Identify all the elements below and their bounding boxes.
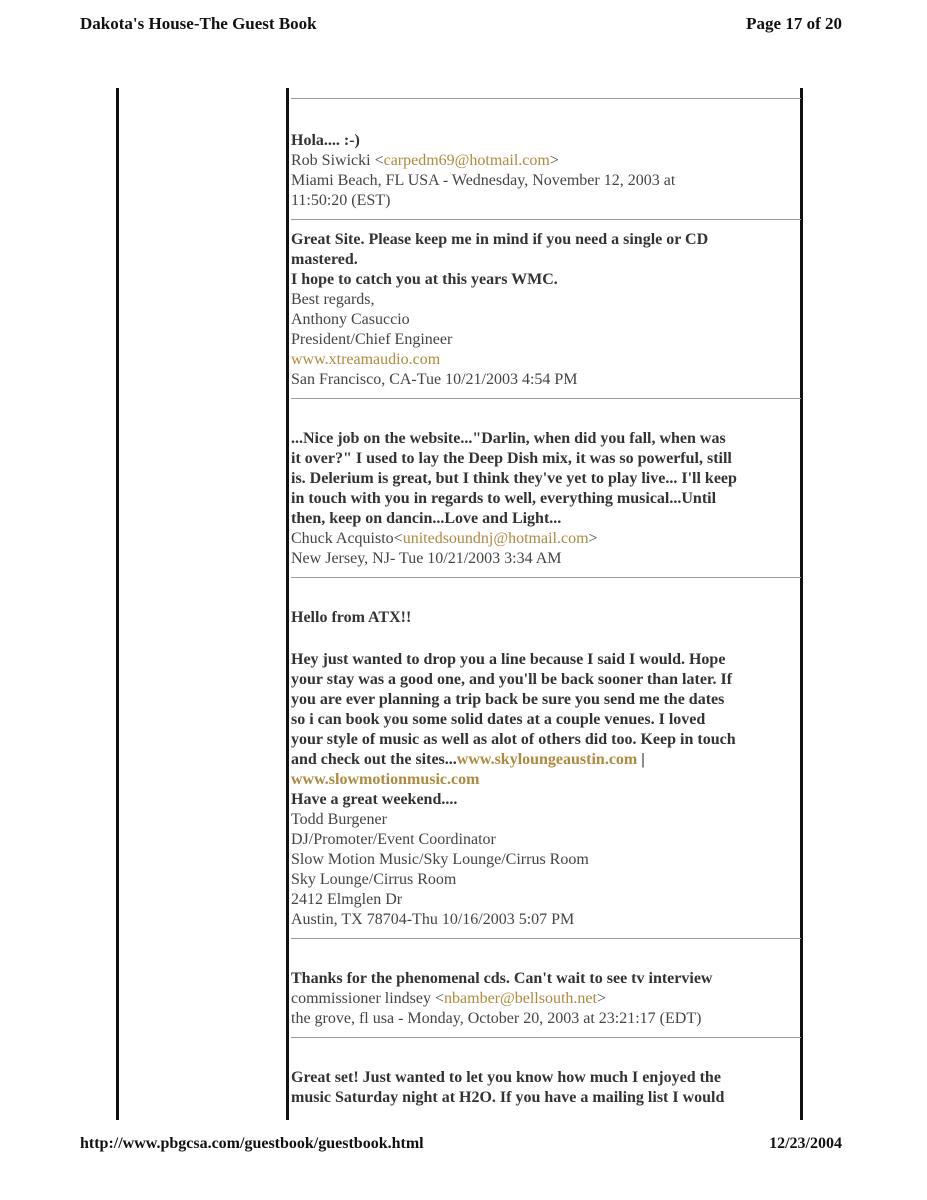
author-email-link[interactable]: unitedsoundnj@hotmail.com [402,530,589,547]
entry-message-line: Thanks for the phenomenal cds. Can't wait to see tv interview [291,970,713,987]
entry-message-line: I hope to catch you at this years WMC. [291,271,558,288]
page-footer [80,1132,842,1156]
site-link-slowmotion[interactable]: www.slowmotionmusic.com [291,771,480,788]
guestbook-entry [291,429,801,569]
entry-message-line: music Saturday night at H2O. If you have a mailing list I would [291,1089,725,1106]
page-header [80,12,842,36]
entry-message-line: so i can book you some solid dates at a couple venues. I loved [291,711,706,728]
author-name: Rob Siwicki [291,152,375,169]
entry-divider [291,98,801,99]
page-number: Page 17 of 20 [746,14,842,33]
author-name: Todd Burgener [291,811,387,828]
entry-message-line: is. Delerium is great, but I think they've yet to play live... I'll keep [291,470,737,487]
entry-regards: Best regards, [291,291,375,308]
author-name: Anthony Casuccio [291,311,410,328]
author-website-link[interactable]: www.xtreamaudio.com [291,351,441,368]
entry-message-text: and check out the sites... [291,751,457,768]
guestbook-entry [291,969,801,1029]
entry-message-line [291,750,801,770]
entry-location: Miami Beach, FL USA - Wednesday, November 12, 2003 at [291,172,676,189]
guestbook-content [291,88,801,1120]
outer-border-line [116,88,119,1120]
author-role: DJ/Promoter/Event Coordinator [291,831,496,848]
entry-message-line: Hey just wanted to drop you a line because I said I would. Hope [291,651,726,668]
entry-timestamp: 11:50:20 (EST) [291,192,391,209]
entry-divider [291,1037,801,1038]
guestbook-entry [291,131,801,211]
entry-message-line: you are ever planning a trip back be sure you send me the dates [291,691,725,708]
entry-message-line: it over?" I used to lay the Deep Dish mix, it was so powerful, still [291,450,732,467]
entry-message-line: mastered. [291,251,358,268]
print-date: 12/23/2004 [769,1135,842,1152]
site-link-skylounge[interactable]: www.skyloungeaustin.com [456,751,638,768]
entry-message-line: in touch with you in regards to well, everything musical...Until [291,490,717,507]
entry-message-line: your stay was a good one, and you'll be back sooner than later. If [291,671,733,688]
author-organization: Sky Lounge/Cirrus Room [291,871,457,888]
entry-location: New Jersey, NJ- Tue 10/21/2003 3:34 AM [291,550,562,567]
author-name: Chuck Acquisto [291,530,394,547]
entry-message-line: ...Nice job on the website..."Darlin, when did you fall, when was [291,430,726,447]
guestbook-entry [291,608,801,930]
author-email-link[interactable]: nbamber@bellsouth.net [444,990,597,1007]
entry-message-line: then, keep on dancin...Love and Light... [291,510,562,527]
entry-author: Rob Siwicki <carpedm69@hotmail.com> [291,152,559,169]
document-title: Dakota's House-The Guest Book [80,14,317,33]
page-url: http://www.pbgcsa.com/guestbook/guestbook.html [80,1135,424,1152]
entry-title: Hola.... :-) [291,132,360,149]
entry-location: San Francisco, CA-Tue 10/21/2003 4:54 PM [291,371,578,388]
author-email-link[interactable]: carpedm69@hotmail.com [383,152,550,169]
author-organization: Slow Motion Music/Sky Lounge/Cirrus Room [291,851,589,868]
author-role: President/Chief Engineer [291,331,453,348]
entry-message-line: your style of music as well as alot of others did too. Keep in touch [291,731,736,748]
entry-message-line: Great set! Just wanted to let you know how much I enjoyed the [291,1069,721,1086]
guestbook-entry [291,230,801,390]
entry-divider [291,577,801,578]
link-separator: | [637,751,645,768]
entry-location: Austin, TX 78704-Thu 10/16/2003 5:07 PM [291,911,575,928]
entry-divider [291,398,801,399]
author-name: commissioner lindsey [291,990,435,1007]
entry-divider [291,219,801,220]
entry-divider [291,938,801,939]
entry-author: commissioner lindsey <nbamber@bellsouth.net> [291,990,606,1007]
author-address: 2412 Elmglen Dr [291,891,403,908]
guestbook-entry [291,1068,801,1108]
entry-title: Hello from ATX!! [291,609,412,626]
entry-location: the grove, fl usa - Monday, October 20, 2003 at 23:21:17 (EDT) [291,1010,702,1027]
entry-author: Chuck Acquisto<unitedsoundnj@hotmail.com> [291,530,598,547]
entry-message-line: Great Site. Please keep me in mind if you need a single or CD [291,231,709,248]
content-border-left [286,88,289,1120]
entry-closing: Have a great weekend.... [291,791,458,808]
